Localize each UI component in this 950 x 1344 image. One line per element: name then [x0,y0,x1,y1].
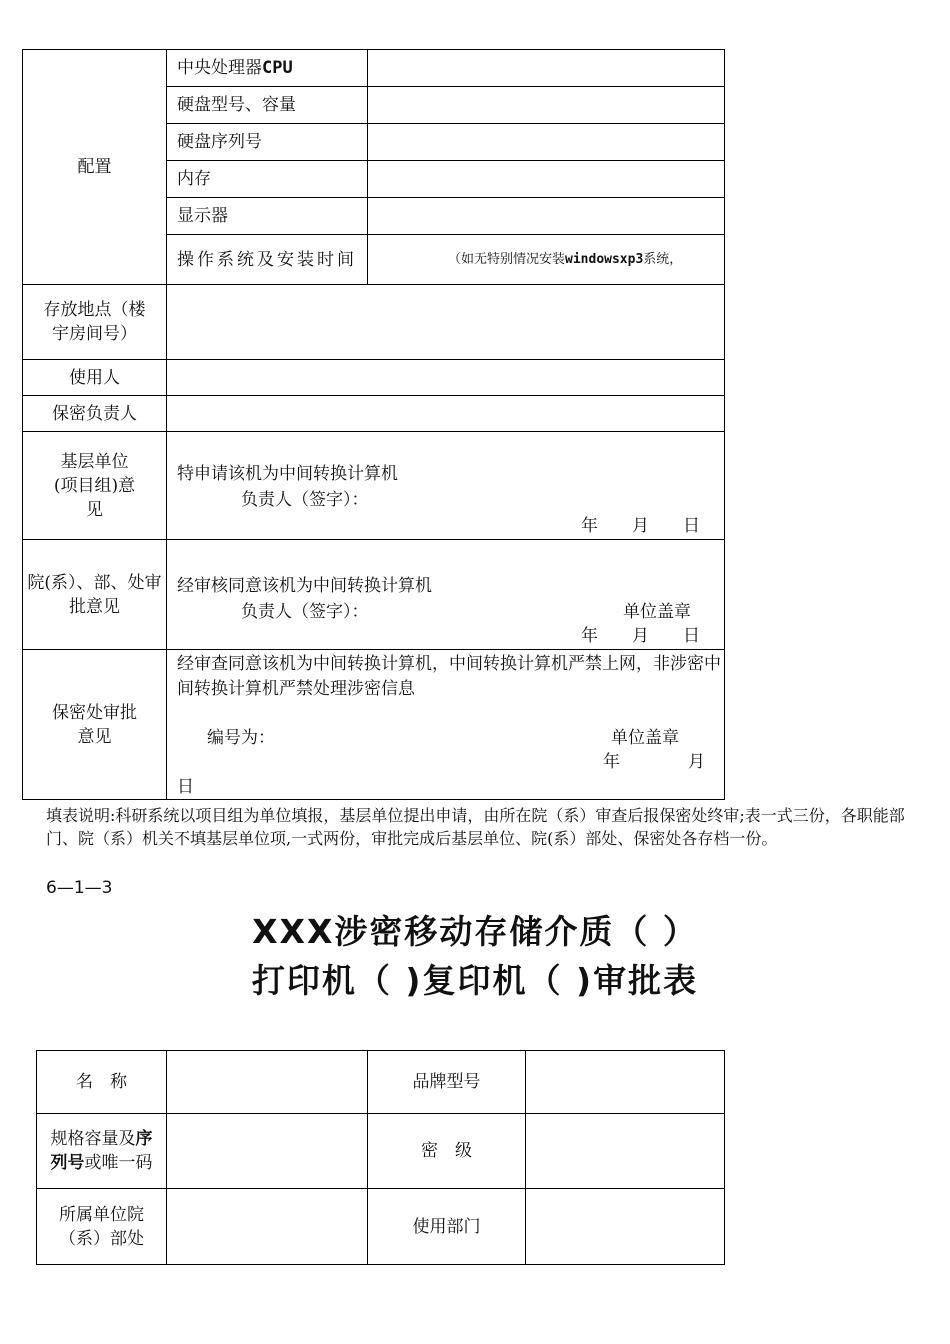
user-value[interactable] [167,360,725,396]
dept-seal-label: 单位盖章 [623,602,691,622]
office-approval-cell[interactable] [167,650,725,800]
monitor-label: 显示器 [167,198,368,235]
brand-value[interactable] [526,1051,725,1114]
memory-value[interactable] [368,161,725,198]
office-date: 年 月 [603,752,705,772]
dept-approval-label: 院(系）、部、处审批意见 [23,540,167,650]
fill-instructions: 填表说明:科研系统以项目组为单位填报，基层单位提出申请，由所在院（系）审查后报保密处终审;表一式三份，各职能部门、院（系）机关不填基层单位项,一式两份，审批完成后基层单位、院(系）部处、保密处各存档一份。 [46,806,905,848]
level-value[interactable] [526,1114,725,1189]
location-label: 存放地点（楼宇房间号） [23,285,167,360]
office-approval-text: 经审查同意该机为中间转换计算机，中间转换计算机严禁上网，非涉密中间转换计算机严禁处理涉密信息 [177,654,721,699]
spec-value[interactable] [167,1114,368,1189]
form-title-line2: 打印机（ )复印机（ )审批表 [251,961,699,1000]
name-value[interactable] [167,1051,368,1114]
unit-opinion-cell[interactable] [167,432,725,540]
os-note[interactable]: （如无特别情况安装windowsxp3系统， [368,235,725,285]
dept-date: 年 月 日 [581,626,700,646]
disk-serial-value[interactable] [368,124,725,161]
office-approval-label: 保密处审批意见 [23,650,167,800]
form-title-line1: XXX涉密移动存储介质（ ） [252,912,698,951]
location-value[interactable] [167,285,725,360]
brand-label: 品牌型号 [368,1051,526,1114]
form-code: 6—1—3 [46,878,113,898]
use-dept-value[interactable] [526,1189,725,1265]
level-label: 密 级 [368,1114,526,1189]
os-label: 操作系统及安装时间 [167,235,368,285]
computer-approval-table [22,49,725,800]
office-number-label: 编号为： [207,728,275,748]
user-label: 使用人 [23,360,167,396]
unit-opinion-text: 特申请该机为中间转换计算机 [177,464,398,484]
memory-label: 内存 [167,161,368,198]
monitor-value[interactable] [368,198,725,235]
disk-model-label: 硬盘型号、容量 [167,87,368,124]
config-label: 配置 [23,50,167,285]
unit-opinion-label: 基层单位(项目组)意见 [23,432,167,540]
cpu-label: 中央处理器CPU [167,50,368,87]
owner-dept-label: 所属单位院（系）部处 [37,1189,167,1265]
use-dept-label: 使用部门 [368,1189,526,1265]
disk-serial-label: 硬盘序列号 [167,124,368,161]
dept-approval-text: 经审核同意该机为中间转换计算机 [177,576,432,596]
office-seal-label: 单位盖章 [611,728,679,748]
media-approval-table [36,1050,725,1265]
cpu-value[interactable] [368,50,725,87]
secrecy-owner-value[interactable] [167,396,725,432]
office-day: 日 [177,777,194,797]
secrecy-owner-label: 保密负责人 [23,396,167,432]
dept-sign-label: 负责人（签字）： [241,602,369,622]
name-label: 名 称 [37,1051,167,1114]
unit-sign-label: 负责人（签字）： [241,490,369,510]
dept-approval-cell[interactable] [167,540,725,650]
spec-label: 规格容量及序列号或唯一码 [37,1114,167,1189]
unit-date: 年 月 日 [581,516,700,536]
disk-model-value[interactable] [368,87,725,124]
owner-dept-value[interactable] [167,1189,368,1265]
